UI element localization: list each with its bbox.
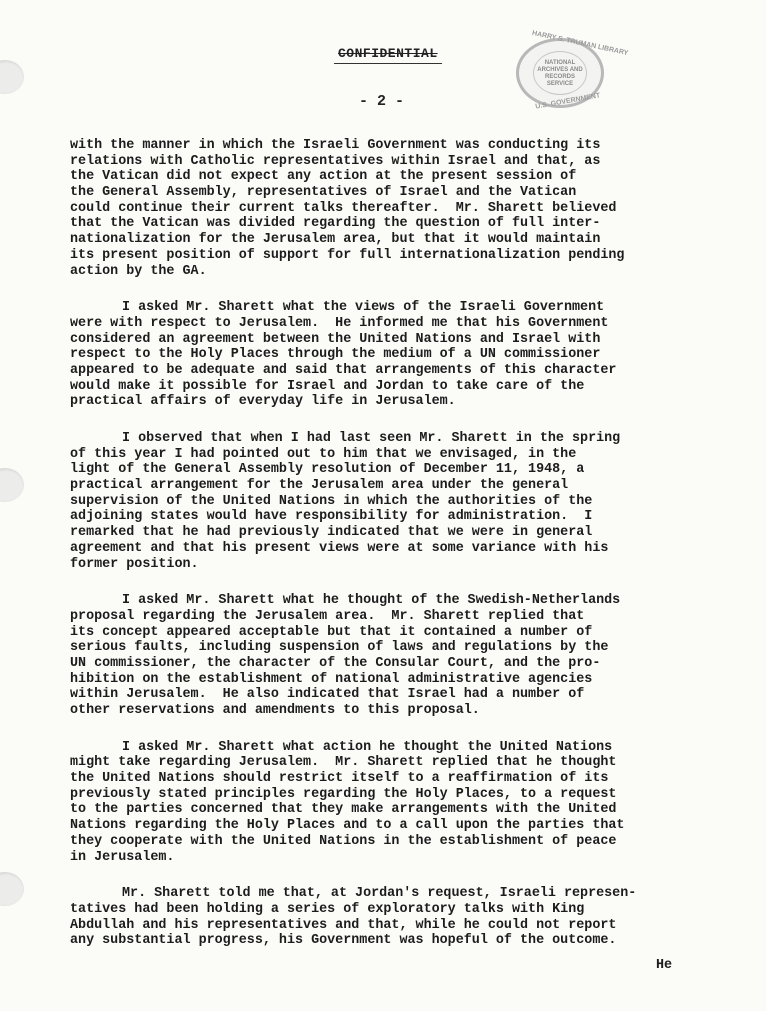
paragraph [70,886,736,949]
text-line: I asked Mr. Sharett what action he thought the United Nations [122,739,613,755]
paragraph [70,740,736,866]
text-line: with the manner in which the Israeli Government was conducting its [70,138,601,153]
text-line: within Jerusalem. He also indicated that Israel had a number of [70,687,585,703]
text-line: serious faults, including suspension of laws and regulations by the [70,640,609,656]
paragraph [70,593,736,719]
text-line: light of the General Assembly resolution of December 11, 1948, a [70,462,585,478]
punch-hole-bottom [0,872,24,906]
text-line: hibition on the establishment of national administrative agencies [70,671,593,687]
text-line: former position. [70,556,199,572]
text-line: any substantial progress, his Government was hopeful of the outcome. [70,933,617,949]
text-line: tatives had been holding a series of exploratory talks with King [70,901,585,917]
text-line: its concept appeared acceptable but that it contained a number of [70,624,593,640]
text-line: its present position of support for full internationalization pending [70,247,625,263]
text-line: would make it possible for Israel and Jordan to take care of the [70,378,585,394]
memo-body [70,138,736,970]
text-line: respect to the Holy Places through the medium of a UN commissioner [70,347,601,363]
text-line: the General Assembly, representatives of Israel and the Vatican [70,185,577,201]
punch-hole-middle [0,468,24,502]
catchword: He [656,958,673,973]
text-line: that the Vatican was divided regarding the question of full inter- [70,216,601,232]
text-line: I observed that when I had last seen Mr. Sharett in the spring [122,431,621,446]
paragraph [70,300,736,410]
text-line: UN commissioner, the character of the Consular Court, and the pro- [70,655,601,671]
page-number: - 2 - [359,93,405,110]
stamp-line: NATIONAL [544,59,576,66]
punch-hole-top [0,60,24,94]
text-line: practical arrangement for the Jerusalem area under the general [70,478,569,494]
text-line: practical affairs of everyday life in Jerusalem. [70,394,456,410]
text-line: I asked Mr. Sharett what he thought of the Swedish-Netherlands [122,593,621,609]
stamp-line: SERVICE [546,80,574,87]
text-line: might take regarding Jerusalem. Mr. Sharett replied that he thought [70,755,617,771]
text-line: Mr. Sharett told me that, at Jordan's request, Israeli represen- [122,886,637,902]
stamp-ring-bottom: U.S. GOVERNMENT [534,92,601,111]
stamp-center [533,51,587,95]
text-line: other reservations and amendments to this proposal. [70,703,480,718]
text-line: considered an agreement between the United Nations and Israel with [70,331,601,347]
text-line: could continue their current talks thereafter. Mr. Sharett believed [70,200,617,216]
text-line: action by the GA. [70,263,207,279]
text-line: relations with Catholic representatives within Israel and that, as [70,153,601,169]
stamp-ring-top: HARRY S. TRUMAN LIBRARY [531,29,629,58]
text-line: Nations regarding the Holy Places and to a call upon the parties that [70,818,625,834]
stamp-line: ARCHIVES AND [537,66,583,73]
text-line: previously stated principles regarding the Holy Places, to a request [70,786,617,802]
text-line: were with respect to Jerusalem. He informed me that his Government [70,315,609,331]
classification-mark: CONFIDENTIAL [338,46,438,61]
text-line: nationalization for the Jerusalem area, but that it would maintain [70,232,601,248]
text-line: supervision of the United Nations in which the authorities of the [70,493,593,509]
text-line: I asked Mr. Sharett what the views of the Israeli Government [122,300,605,316]
text-line: Abdullah and his representatives and that, while he could not report [70,917,617,933]
text-line: they cooperate with the United Nations in the establishment of peace [70,833,617,849]
text-line: appeared to be adequate and said that arrangements of this character [70,362,617,378]
text-line: in Jerusalem. [70,849,175,865]
stamp-line: RECORDS [544,73,575,80]
text-line: proposal regarding the Jerusalem area. Mr. Sharett replied that [70,608,585,624]
text-line: of this year I had pointed out to him that we envisaged, in the [70,446,577,462]
text-line: remarked that he had previously indicated that we were in general [70,525,593,541]
text-line: to the parties concerned that they make arrangements with the United [70,802,617,818]
paragraph [70,138,736,279]
text-line: the Vatican did not expect any action at the present session of [70,169,577,185]
archive-stamp [516,29,629,111]
text-line: the United Nations should restrict itself to a reaffirmation of its [70,771,609,787]
text-line: adjoining states would have responsibility for administration. I [70,509,593,525]
paragraph [70,431,736,572]
text-line: agreement and that his present views were at some variance with his [70,540,609,556]
